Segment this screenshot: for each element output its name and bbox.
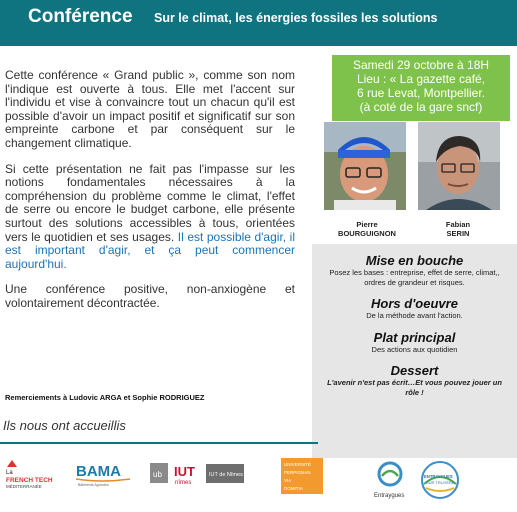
acknowledgements: Remerciements à Ludovic ARGA et Sophie RODRIGUEZ bbox=[5, 393, 205, 402]
event-date: Samedi 29 octobre à 18H bbox=[352, 58, 490, 72]
entraygues-emblem-logo bbox=[372, 460, 412, 500]
menu-item-dessert bbox=[312, 363, 517, 397]
header-banner bbox=[0, 0, 517, 46]
event-info-box bbox=[332, 55, 510, 121]
speaker-first-name: Fabian bbox=[445, 220, 471, 229]
svg-text:ENTRAYGUES: ENTRAYGUES bbox=[424, 474, 453, 479]
frenchtech-logo bbox=[4, 458, 60, 490]
svg-text:BAMA: BAMA bbox=[76, 463, 121, 480]
svg-text:IUT de Nîmes: IUT de Nîmes bbox=[209, 472, 243, 478]
event-venue: Lieu : « La gazette café, bbox=[356, 72, 486, 86]
intro-paragraph-1: Cette conférence « Grand public », comme son nom l'indique est ouverte à tous. Elle met l'accent sur l'individu et vise à convaincre tout un chacun qu'il est possible d'avoir un impact positif et significatif sur son empreinte carbone et par conséquent sur le changement climatique. bbox=[5, 68, 295, 150]
svg-text:UNIVERSITÉ: UNIVERSITÉ bbox=[284, 462, 312, 467]
speaker-last-name: SERIN bbox=[446, 229, 470, 238]
speaker-photo-pierre bbox=[324, 122, 406, 210]
intro-paragraph-2 bbox=[5, 163, 295, 272]
menu-item-title: Mise en bouche bbox=[365, 253, 464, 268]
menu-item-text: Posez les bases : entreprise, effet de serre, climat,, ordres de grandeur et risques. bbox=[329, 268, 500, 287]
menu-item-title: Hors d'oeuvre bbox=[371, 296, 458, 311]
header-title: Conférence bbox=[28, 6, 133, 27]
svg-text:La: La bbox=[6, 470, 13, 476]
svg-text:DOMITIA: DOMITIA bbox=[284, 486, 303, 491]
header-subtitle: Sur le climat, les énergies fossiles les solutions bbox=[154, 11, 438, 25]
intro-paragraph-2-text: Si cette présentation ne fait pas l'impasse sur les notions fondamentales nécessaires à la compréhension du problème comme le climat, l'effet de serre ou encore le budget carbone, elle présente surtout des solutions accessibles à tous, orientées vers le quotidien et ses usages. bbox=[5, 161, 295, 244]
speaker-name-fabian bbox=[430, 220, 486, 238]
menu-item-text: De la méthode avant l'action. bbox=[366, 311, 463, 320]
iut-nimes-logo bbox=[150, 461, 246, 487]
menu-item-mise-en-bouche bbox=[312, 253, 517, 287]
svg-text:Bâtiments Agricoles: Bâtiments Agricoles bbox=[78, 483, 109, 487]
svg-text:MÉDITERRANÉE: MÉDITERRANÉE bbox=[6, 484, 42, 489]
partners-title: Ils nous ont accueillis bbox=[3, 418, 126, 433]
menu-item-text: Des actions aux quotidien bbox=[371, 344, 458, 354]
speaker-last-name: BOURGUIGNON bbox=[338, 229, 396, 238]
intro-paragraph-3: Une conférence positive, non-anxiogène et volontairement décontractée. bbox=[5, 282, 295, 310]
menu-item-title: Plat principal bbox=[373, 329, 456, 345]
svg-text:IUT: IUT bbox=[174, 464, 195, 479]
event-note: (à coté de la gare sncf) bbox=[359, 100, 483, 114]
svg-text:SUR TRUYÈRE: SUR TRUYÈRE bbox=[426, 480, 455, 485]
event-address: 6 rue Levat, Montpellier. bbox=[356, 86, 486, 100]
menu-item-plat-principal bbox=[312, 330, 517, 355]
intro-highlight: Il est possible d'agir, il est important d'agir, et ça peut commencer aujourd'hui. bbox=[5, 229, 295, 271]
svg-text:nîmes: nîmes bbox=[175, 480, 192, 486]
entraygues-sur-truyere-logo bbox=[418, 460, 462, 500]
partners-divider bbox=[0, 442, 318, 444]
speaker-name-pierre bbox=[334, 220, 400, 238]
svg-text:VIA: VIA bbox=[284, 478, 292, 483]
svg-text:FRENCH TECH: FRENCH TECH bbox=[6, 477, 53, 484]
svg-text:ub: ub bbox=[153, 470, 162, 479]
upvd-logo bbox=[281, 458, 323, 494]
programme-menu bbox=[312, 244, 517, 458]
speaker-first-name: Pierre bbox=[356, 220, 378, 229]
speaker-photo-fabian bbox=[418, 122, 500, 210]
menu-item-title: Dessert bbox=[390, 363, 439, 378]
bama-logo bbox=[74, 460, 132, 488]
svg-text:PERPIGNAN: PERPIGNAN bbox=[284, 470, 311, 475]
intro-text bbox=[5, 69, 295, 323]
svg-text:Entraygues: Entraygues bbox=[374, 493, 405, 499]
menu-item-hors-doeuvre bbox=[312, 296, 517, 321]
menu-item-text: L'avenir n'est pas écrit…Et vous pouvez jouer un rôle ! bbox=[327, 378, 502, 397]
